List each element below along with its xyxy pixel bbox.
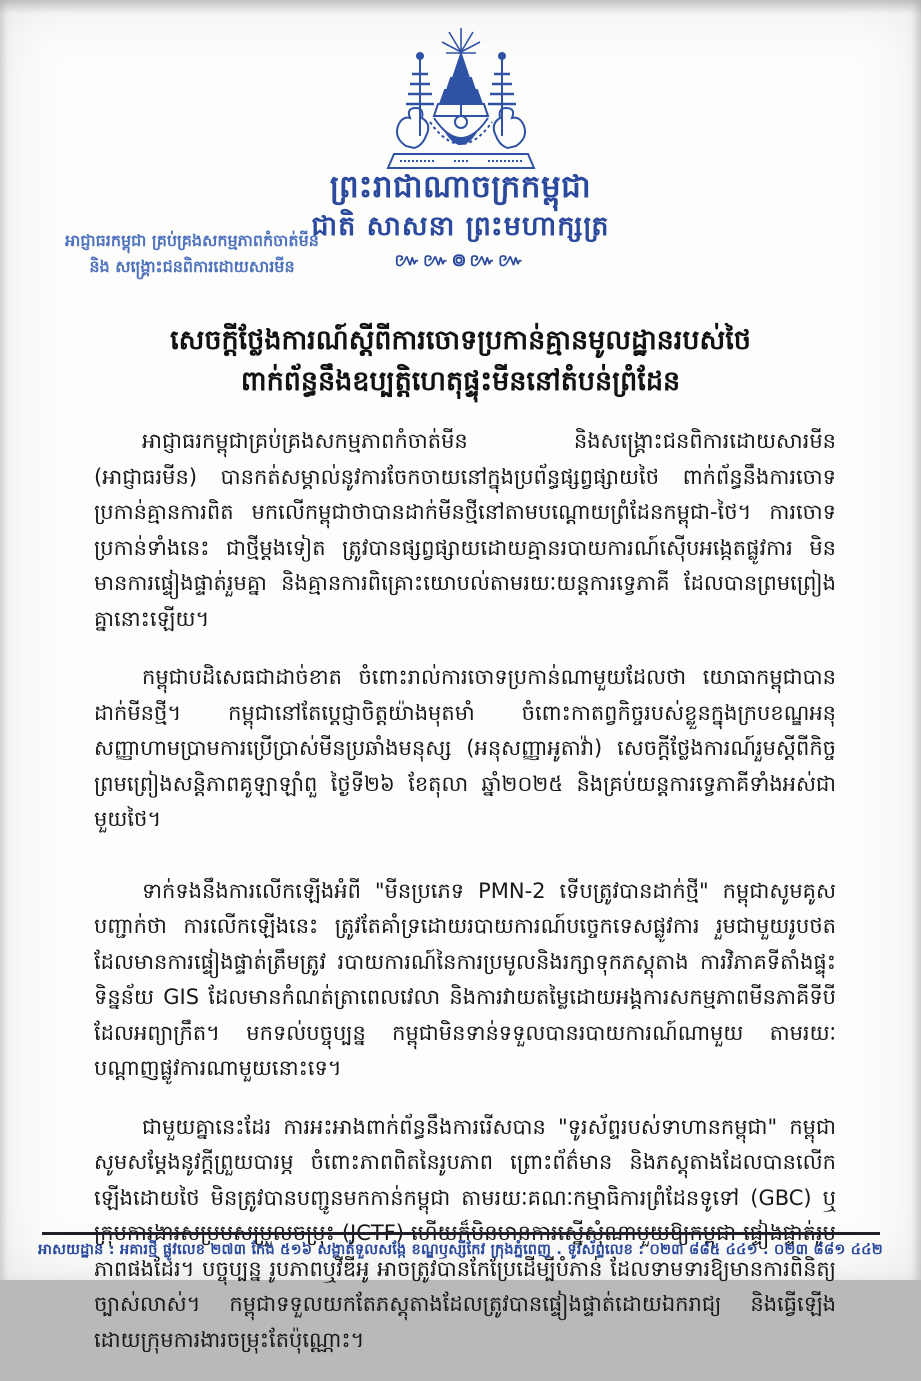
footer-address-phone: អាសយដ្ឋាន : អគារថ្មី ផ្លូវលេខ ២៧៣ កែង ៥១៦ សង្កាត់ទួលសង្កែ ខណ្ឌឫស្សីកែវ ក្រុងភ្នំពេញ . ទូរស័ព្ទលេខ : ០២៣ ៨៨៥ ៤៤១ . ០២៣ ៨៨១ ៤៤២ (38, 1242, 883, 1258)
paragraph-4: ជាមួយគ្នានេះដែរ ការអះអាងពាក់ព័ន្ធនឹងការរើសបាន "ទូរស័ព្ទរបស់ទាហានកម្ពុជា" កម្ពុជា សូមសម្ដែងនូវក្ដីព្រួយបារម្ភ ចំពោះភាពពិតនៃរូបភាព ព្រោះព័ត៌មាន និងភស្តុតាងដែលបានលើកឡើងដោយថៃ មិនត្រូវបានបញ្ជូនមកកាន់កម្ពុជា តាមរយៈគណៈកម្មាធិការព្រំដែនទូទៅ (GBC) ឬក្រុមការងារសម្របសម្រួលចម្រុះ (JCTF) ហើយក៏មិនមានការស្នើសុំណាមួយឱ្យកម្ពុជា ផ្ទៀងផ្ទាត់រូបភាពផងដែរ។ បច្ចុប្បន្ន រូបភាពឬវីឌីអូ អាចត្រូវបានកែប្រែដើម្បីបំភាន់ ដែលទាមទារឱ្យមានការពិនិត្យច្បាស់លាស់។ កម្ពុជាទទួលយកតែភស្តុតាងដែលត្រូវបានផ្ទៀងផ្ទាត់ដោយឯករាជ្យ និងធ្វើឡើងដោយក្រុមការងារចម្រុះតែប៉ុណ្ណោះ។ (94, 1114, 836, 1352)
royal-arms-emblem-icon (0, 26, 921, 176)
agency-name-line-2: និង សង្គ្រោះជនពិការដោយសារមីន (89, 257, 295, 276)
national-motto: ជាតិ សាសនា ព្រះមហាក្សត្រ (311, 211, 610, 242)
document-title (0, 320, 921, 402)
paragraph-3: ទាក់ទងនឹងការលើកឡើងអំពី "មីនប្រភេទ PMN-2 ទើបត្រូវបានដាក់ថ្មី" កម្ពុជាសូមគូសបញ្ជាក់ថា ការលើកឡើងនេះ ត្រូវតែគាំទ្រដោយរបាយការណ៍បច្ចេកទេសផ្លូវការ រួមជាមួយរូបថតដែលមានការផ្ទៀងផ្ទាត់ត្រឹមត្រូវ របាយការណ៍នៃការប្រមូលនិងរក្សាទុកភស្តុតាង ការវិភាគទីតាំងផ្ទុះ ទិន្នន័យ GIS ដែលមានកំណត់ត្រាពេលវេលា និងការវាយតម្លៃដោយអង្គការសកម្មភាពមីនភាគីទីបីដែលអព្យាក្រឹត។ មកទល់បច្ចុប្បន្ន កម្ពុជាមិនទាន់ទទួលបានរបាយការណ៍ណាមួយ តាមរយៈបណ្ដាញផ្លូវការណាមួយនោះទេ។ (94, 878, 836, 1080)
footer-divider (42, 1232, 880, 1235)
agency-name-line-1: អាជ្ញាធរកម្ពុជា គ្រប់គ្រងសកម្មភាពកំចាត់មីន (65, 231, 319, 250)
ornament-flourish-icon: ៚៚៙៚៚ (394, 250, 527, 271)
kingdom-title: ព្រះរាជាណាចក្រកម្ពុជា (329, 169, 592, 205)
agency-name-block (42, 228, 342, 280)
letter-footer (0, 1232, 921, 1262)
paragraph-2: កម្ពុជាបដិសេធជាដាច់ខាត ចំពោះរាល់ការចោទប្រកាន់ណាមួយដែលថា យោធាកម្ពុជាបានដាក់មីនថ្មី។ កម្ពុជានៅតែប្ដេជ្ញាចិត្តយ៉ាងមុតមាំ ចំពោះកាតព្វកិច្ចរបស់ខ្លួនក្នុងក្របខណ្ឌអនុសញ្ញាហាមប្រាមការប្រើប្រាស់មីនប្រឆាំងមនុស្ស (អនុសញ្ញាអូតាវ៉ា) សេចក្ដីថ្លែងការណ៍រួមស្ដីពីកិច្ចព្រមព្រៀងសន្តិភាពគូឡាឡាំពួ ថ្ងៃទី២៦ ខែតុលា ឆ្នាំ២០២៥ និងគ្រប់យន្តការទ្វេភាគីទាំងអស់ជាមួយថៃ។ (94, 665, 836, 831)
paragraph-1: អាជ្ញាធរកម្ពុជាគ្រប់គ្រងសកម្មភាពកំចាត់មីន និងសង្គ្រោះជនពិការដោយសារមីន (អាជ្ញាធរមីន) បានកត់សម្គាល់នូវការចែកចាយនៅក្នុងប្រព័ន្ធផ្សព្វផ្សាយថៃ ពាក់ព័ន្ធនឹងការចោទប្រកាន់គ្មានការពិត មកលើកម្ពុជាថាបានដាក់មីនថ្មីនៅតាមបណ្ដោយព្រំដែនកម្ពុជា-ថៃ។ ការចោទប្រកាន់ទាំងនេះ ជាថ្មីម្ដងទៀត ត្រូវបានផ្សព្វផ្សាយដោយគ្មានរបាយការណ៍ស៊ើបអង្កេតផ្លូវការ មិនមានការផ្ទៀងផ្ទាត់រួមគ្នា និងគ្មានការពិគ្រោះយោបល់តាមរយៈយន្តការទ្វេភាគី ដែលបានព្រមព្រៀងគ្នានោះឡើយ។ (94, 429, 836, 631)
document-title-line-2: ពាក់ព័ន្ធនឹងឧប្បត្តិហេតុផ្ទុះមីននៅតំបន់ព្រំដែន (240, 366, 681, 397)
paper-edge-shadow-top (0, 0, 921, 14)
document-title-line-1: សេចក្ដីថ្លែងការណ៍ស្ដីពីការចោទប្រកាន់គ្មានមូលដ្ឋានរបស់ថៃ (170, 325, 751, 356)
